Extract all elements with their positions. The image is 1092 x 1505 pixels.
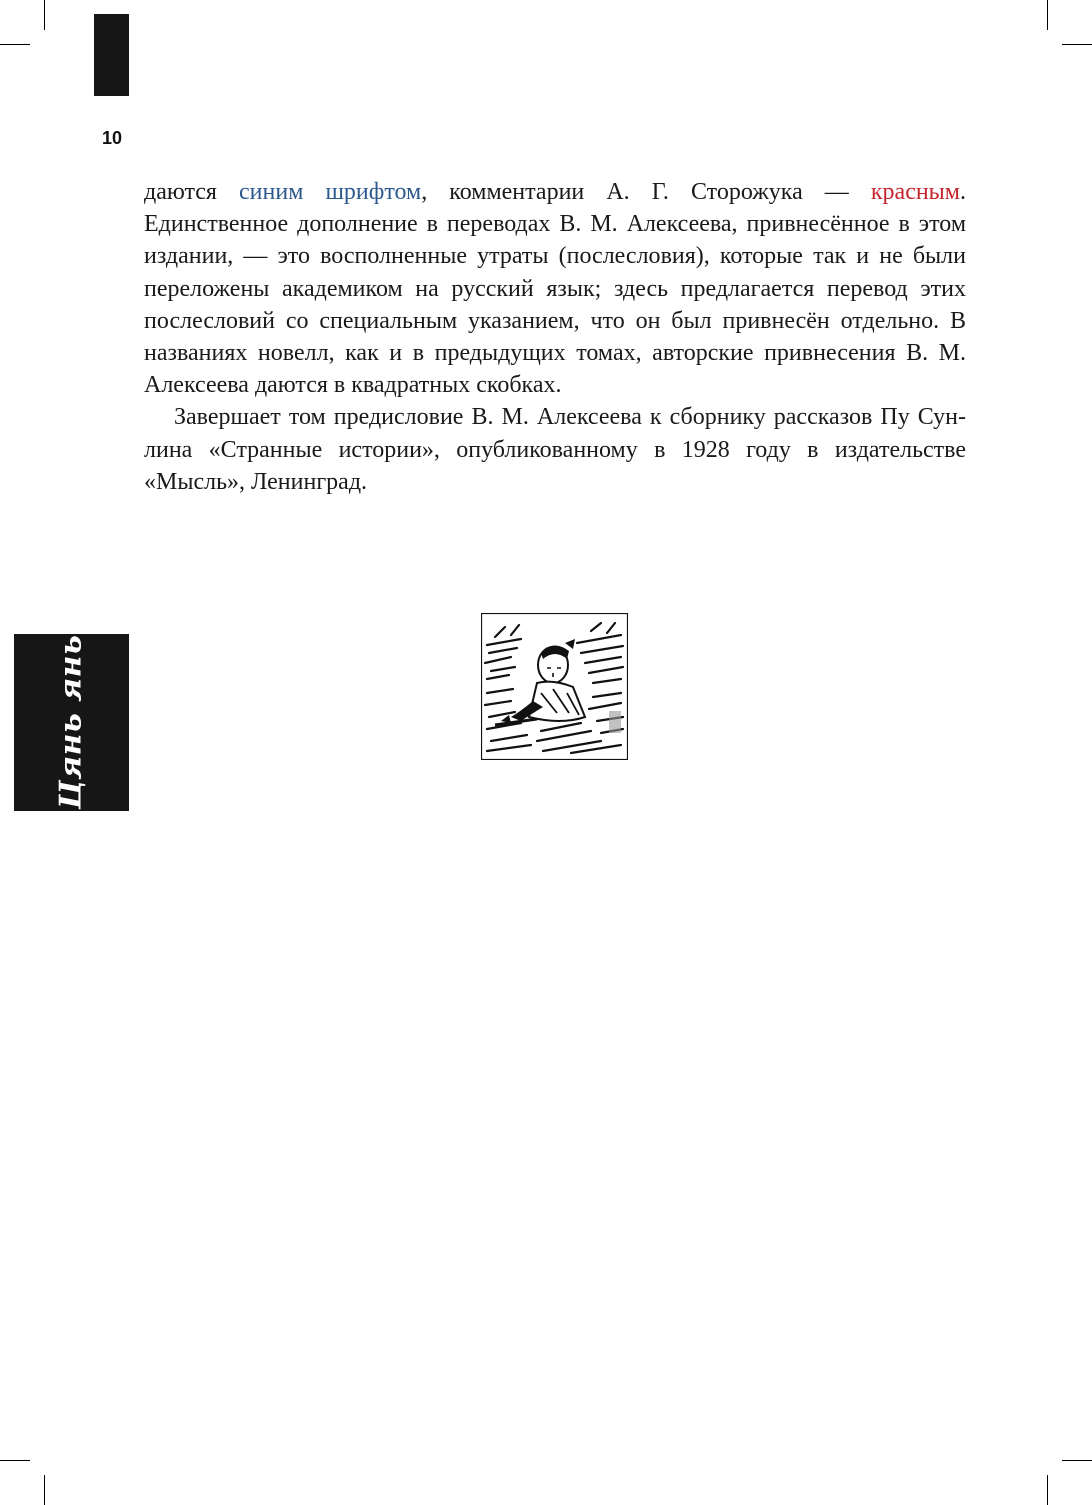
crop-mark-top-left-vertical	[44, 0, 45, 30]
crop-mark-top-right-horizontal	[1062, 44, 1092, 45]
crop-mark-bottom-right-horizontal	[1062, 1460, 1092, 1461]
paragraph-1	[144, 176, 966, 401]
page-number: 10	[102, 128, 123, 148]
crop-mark-bottom-right-vertical	[1047, 1475, 1048, 1505]
paragraph-1-start: даются	[144, 179, 240, 205]
blue-font-text: синим шрифтом	[239, 179, 422, 205]
side-tab-label: Цянь янь	[53, 634, 89, 810]
paragraph-1-middle: , комментарии А. Г. Сторожука —	[421, 179, 871, 205]
crop-mark-top-right-vertical	[1047, 0, 1048, 30]
crop-mark-top-left-horizontal	[0, 44, 30, 45]
woodcut-figure-writing-icon	[481, 613, 628, 760]
paragraph-2: Завершает том предисловие В. М. Алексеева к сборнику рассказов Пу Сун-лина «Странные истории», опубликованному в 1928 году в издательстве «Мысль», Ленинград.	[144, 404, 966, 495]
side-tab	[14, 634, 129, 811]
red-font-text: красным	[870, 179, 960, 205]
crop-mark-bottom-left-horizontal	[0, 1460, 30, 1461]
body-text	[144, 176, 966, 498]
crop-mark-bottom-left-vertical	[44, 1475, 45, 1505]
header-block	[94, 14, 129, 96]
paragraph-1-end: . Единственное дополнение в переводах В. М. Алексеева, привнесённое в этом издании, — это восполненные утраты (послесловия), которые так и не были переложены академиком на русский язык; здесь предлагается перевод этих послесловий со специальным указанием, что он был привнесён отдельно. В названиях новелл, как и в предыдущих томах, авторские привнесения В. М. Алексеева даются в квадратных скобках.	[144, 179, 966, 399]
